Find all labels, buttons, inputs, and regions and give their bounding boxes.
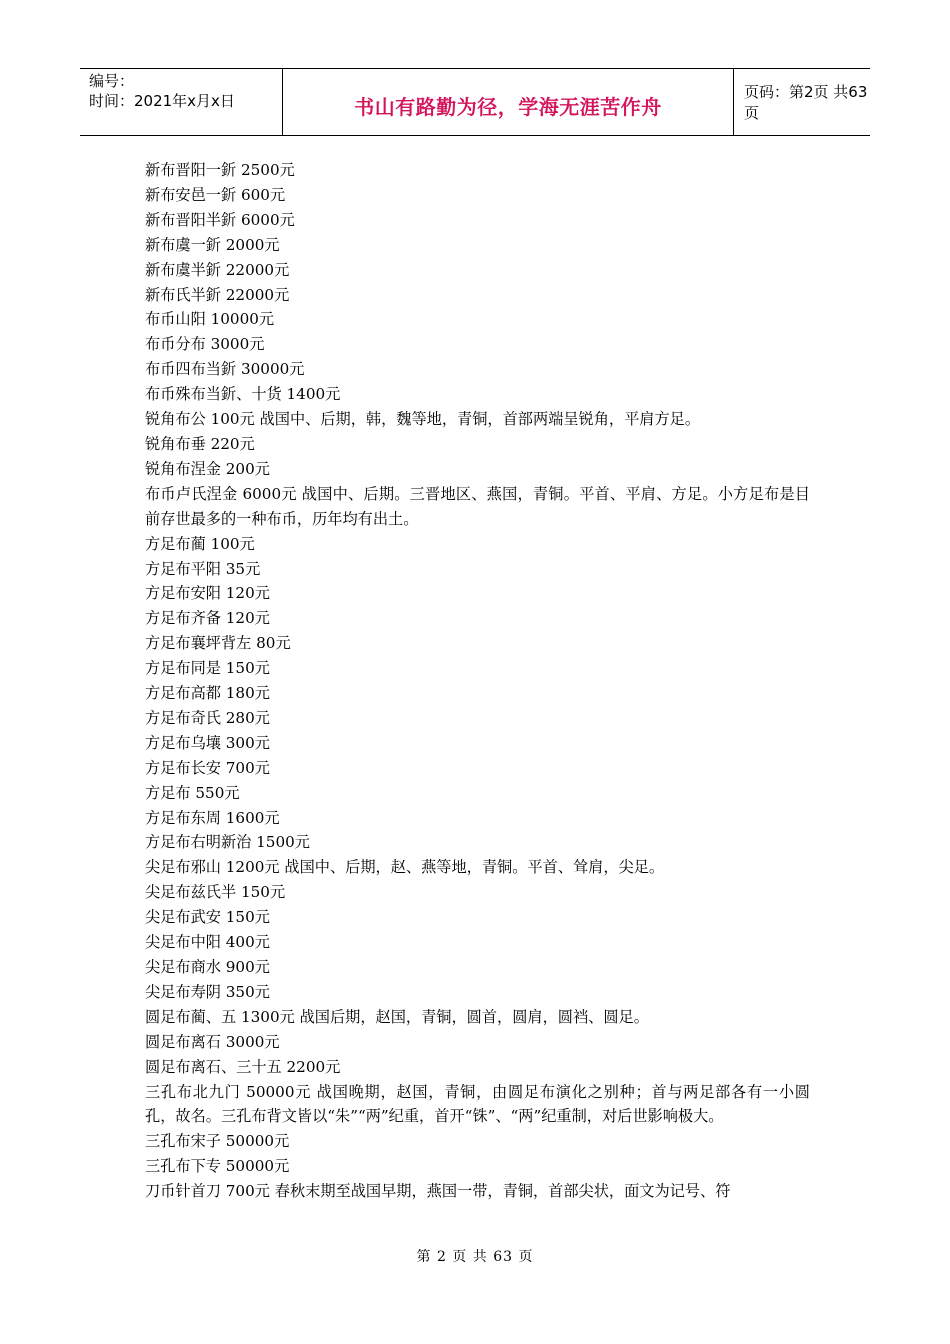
text-line: 布币山阳 10000元 (145, 310, 275, 329)
text-line: 三孔布宋子 50000元 (145, 1132, 290, 1151)
text-line: 方足布乌壤 300元 (145, 733, 270, 752)
text-line: 锐角布公 100元 战国中、后期，韩，魏等地，青铜，首部两端呈锐角，平肩方足。 (145, 410, 701, 429)
text-line: 方足布右明新治 1500元 (145, 833, 310, 852)
text-line: 方足布齐备 120元 (145, 609, 270, 628)
time-label: 时间：2021年x月x日 (89, 92, 235, 110)
text-paragraph: 布币卢氏涅金 6000元 战国中、后期。三晋地区、燕国，青铜。平首、平肩、方足。小方足布是目前存世最多的一种布币，历年均有出土。 (145, 484, 810, 528)
number-label: 编号： (89, 72, 135, 90)
text-line: 新布虞一釿 2000元 (145, 235, 280, 254)
page-header (80, 68, 870, 136)
page-label: 页码：第2页 共63页 (744, 83, 868, 122)
text-line: 尖足布邪山 1200元 战国中、后期，赵、燕等地，青铜。平首、耸肩，尖足。 (145, 858, 665, 877)
text-paragraph: 三孔布北九门 50000元 战国晚期，赵国，青铜，由圆足布演化之别种；首与两足部各有一小圆孔，故名。三孔布背文皆以“朱”“两”纪重，首开“铢”、“两”纪重制，对后世影响极大。 (145, 1082, 810, 1126)
text-line: 布币四布当釿 30000元 (145, 360, 305, 379)
text-line: 方足布长安 700元 (145, 758, 270, 777)
text-line: 刀币针首刀 700元 春秋末期至战国早期，燕国一带，青铜，首部尖状，面文为记号、符 (145, 1182, 731, 1201)
text-line: 方足布高都 180元 (145, 684, 270, 703)
text-line: 方足布襄坪背左 80元 (145, 634, 291, 653)
header-page-cell (734, 69, 870, 135)
text-line: 尖足布武安 150元 (145, 908, 270, 927)
text-line: 尖足布寿阴 350元 (145, 982, 270, 1001)
page-footer: 第 2 页 共 63 页 (416, 1249, 534, 1265)
text-line: 尖足布商水 900元 (145, 958, 270, 976)
header-motto: 书山有路勤为径，学海无涯苦作舟 (354, 94, 662, 119)
text-line: 方足布同是 150元 (145, 659, 270, 678)
text-line: 方足布 550元 (145, 783, 240, 802)
text-line: 方足布奇氏 280元 (145, 708, 270, 727)
text-line: 圆足布离石 3000元 (145, 1032, 280, 1051)
header-meta (80, 69, 282, 135)
text-line: 方足布平阳 35元 (145, 559, 261, 578)
text-line: 锐角布垂 220元 (145, 434, 255, 453)
text-line: 新布氏半釿 22000元 (145, 285, 290, 304)
text-line: 方足布蔺 100元 (145, 534, 255, 553)
text-line: 方足布安阳 120元 (145, 584, 270, 603)
text-line: 尖足布兹氏半 150元 (145, 883, 286, 902)
text-line: 圆足布蔺、五 1300元 战国后期，赵国，青铜，圆首，圆肩，圆裆、圆足。 (145, 1007, 649, 1026)
text-line: 布币分布 3000元 (145, 335, 265, 354)
text-line: 新布安邑一釿 600元 (145, 185, 286, 204)
text-line: 圆足布离石、三十五 2200元 (145, 1057, 341, 1076)
text-line: 新布晋阳半釿 6000元 (145, 210, 295, 229)
text-line: 锐角布涅金 200元 (145, 459, 270, 478)
text-line: 新布虞半釿 22000元 (145, 260, 290, 279)
header-motto-cell (282, 69, 734, 135)
text-line: 布币殊布当釿、十货 1400元 (145, 385, 341, 404)
document-body (145, 158, 810, 1204)
text-line: 尖足布中阳 400元 (145, 933, 270, 952)
text-line: 方足布东周 1600元 (145, 808, 280, 827)
text-line: 三孔布下专 50000元 (145, 1157, 290, 1176)
text-line: 新布晋阳一釿 2500元 (145, 161, 295, 179)
